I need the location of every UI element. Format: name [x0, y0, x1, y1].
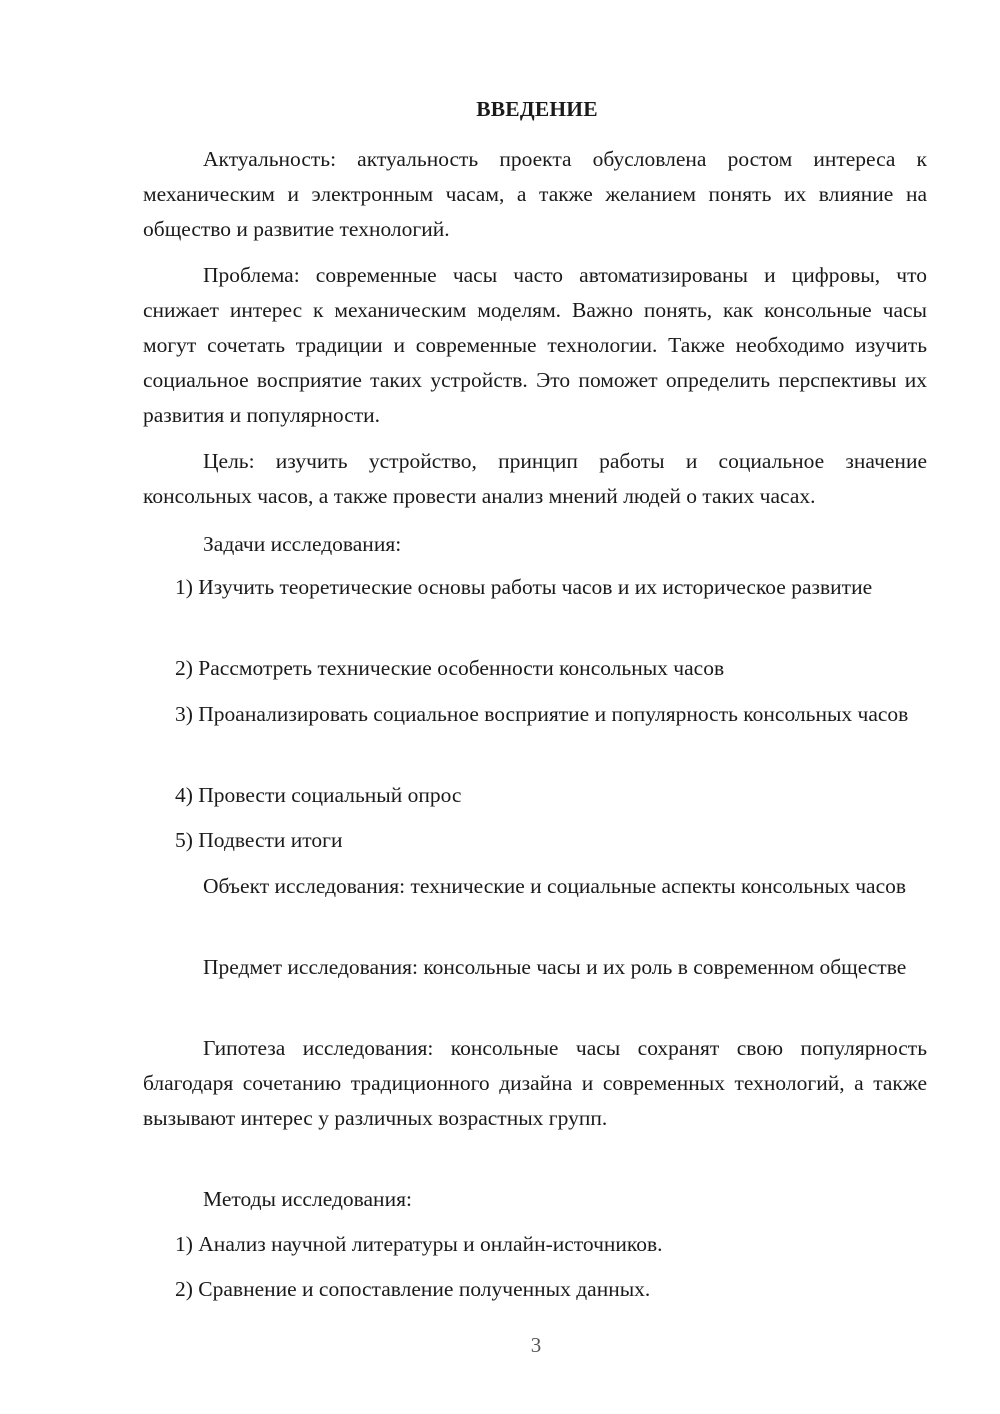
relevance-paragraph: Актуальность: актуальность проекта обусловлена ростом интереса к механическим и электронным часам, а также желанием понять их влияние на общество и развитие технологий. [143, 147, 927, 241]
object-paragraph: Объект исследования: технические и социальные аспекты консольных часов [203, 874, 907, 898]
hypothesis-paragraph: Гипотеза исследования: консольные часы сохранят свою популярность благодаря сочетанию традиционного дизайна и современных технологий, а также вызывают интерес у различных возрастных групп. [143, 1036, 927, 1130]
section-title: ВВЕДЕНИЕ [476, 97, 598, 121]
page-number: 3 [530, 1333, 542, 1357]
methods-heading: Методы исследования: [203, 1187, 412, 1211]
goal-paragraph: Цель: изучить устройство, принцип работы и социальное значение консольных часов, а также провести анализ мнений людей о таких часах. [143, 449, 927, 508]
task-item-4: 4) Провести социальный опрос [175, 783, 462, 807]
task-item-2: 2) Рассмотреть технические особенности консольных часов [175, 656, 725, 680]
task-item-3: 3) Проанализировать социальное восприятие и популярность консольных часов [175, 702, 909, 726]
tasks-heading: Задачи исследования: [203, 532, 402, 556]
problem-paragraph: Проблема: современные часы часто автоматизированы и цифровы, что снижает интерес к механическим моделям. Важно понять, как консольные часы могут сочетать традиции и современные технологии. Также необходимо изучить социальное восприятие таких устройств. Это поможет определить перспективы их развития и популярности. [143, 263, 927, 427]
method-item-1: 1) Анализ научной литературы и онлайн-источников. [175, 1232, 663, 1256]
task-item-1: 1) Изучить теоретические основы работы часов и их историческое развитие [175, 575, 873, 599]
task-item-5: 5) Подвести итоги [175, 828, 343, 852]
method-item-2: 2) Сравнение и сопоставление полученных данных. [175, 1277, 651, 1301]
subject-paragraph: Предмет исследования: консольные часы и их роль в современном обществе [203, 955, 907, 979]
